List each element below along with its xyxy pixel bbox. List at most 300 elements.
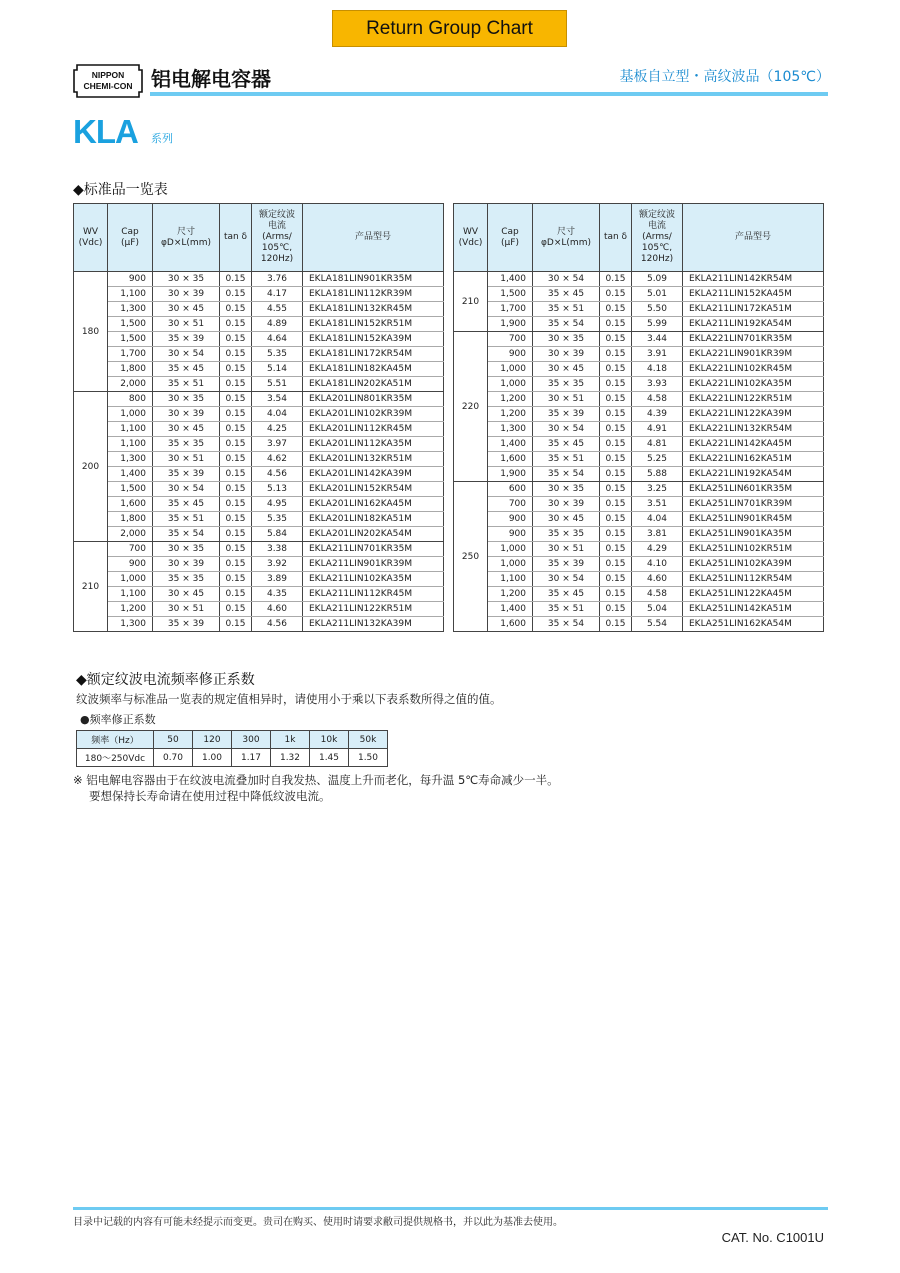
size-cell: 35 × 45 bbox=[533, 437, 600, 452]
cap-cell: 1,300 bbox=[108, 302, 153, 317]
table-row bbox=[454, 572, 824, 587]
tan-cell: 0.15 bbox=[220, 557, 252, 572]
spec-table-right bbox=[453, 203, 824, 632]
table-row bbox=[454, 362, 824, 377]
table-row bbox=[454, 302, 824, 317]
cap-cell: 1,800 bbox=[108, 362, 153, 377]
cap-cell: 700 bbox=[488, 497, 533, 512]
cap-cell: 1,300 bbox=[108, 452, 153, 467]
header-rule bbox=[150, 92, 828, 96]
ripple-cell: 5.04 bbox=[632, 602, 683, 617]
ripple-cell: 3.92 bbox=[252, 557, 303, 572]
part-number-cell: EKLA181LIN152KR51M bbox=[303, 317, 444, 332]
ripple-cell: 4.56 bbox=[252, 617, 303, 632]
wv-cell: 210 bbox=[74, 542, 108, 632]
catalog-number: CAT. No. C1001U bbox=[721, 1230, 824, 1245]
cap-cell: 1,100 bbox=[108, 437, 153, 452]
part-number-cell: EKLA221LIN132KR54M bbox=[683, 422, 824, 437]
cap-cell: 1,500 bbox=[108, 482, 153, 497]
header-cap: Cap (μF) bbox=[488, 204, 533, 272]
freq-header: 120 bbox=[193, 731, 232, 749]
table-row bbox=[454, 527, 824, 542]
table-row bbox=[74, 542, 444, 557]
tan-cell: 0.15 bbox=[220, 437, 252, 452]
ripple-cell: 4.55 bbox=[252, 302, 303, 317]
table-row bbox=[454, 287, 824, 302]
freq-row-label: 180〜250Vdc bbox=[77, 749, 154, 767]
table-row bbox=[74, 437, 444, 452]
cap-cell: 1,600 bbox=[488, 617, 533, 632]
cap-cell: 1,200 bbox=[488, 407, 533, 422]
size-cell: 35 × 35 bbox=[153, 437, 220, 452]
cap-cell: 1,400 bbox=[488, 602, 533, 617]
part-number-cell: EKLA201LIN182KA51M bbox=[303, 512, 444, 527]
table-row bbox=[74, 587, 444, 602]
size-cell: 30 × 45 bbox=[533, 362, 600, 377]
cap-cell: 1,500 bbox=[108, 317, 153, 332]
part-number-cell: EKLA181LIN182KA45M bbox=[303, 362, 444, 377]
cap-cell: 1,500 bbox=[488, 287, 533, 302]
tan-cell: 0.15 bbox=[220, 587, 252, 602]
wv-cell: 180 bbox=[74, 272, 108, 392]
ripple-cell: 3.97 bbox=[252, 437, 303, 452]
part-number-cell: EKLA221LIN142KA45M bbox=[683, 437, 824, 452]
header-tan: tan δ bbox=[600, 204, 632, 272]
table-row bbox=[74, 467, 444, 482]
tan-cell: 0.15 bbox=[220, 287, 252, 302]
cap-cell: 1,300 bbox=[108, 617, 153, 632]
part-number-cell: EKLA201LIN102KR39M bbox=[303, 407, 444, 422]
cap-cell: 1,400 bbox=[488, 437, 533, 452]
part-number-cell: EKLA181LIN112KR39M bbox=[303, 287, 444, 302]
tan-cell: 0.15 bbox=[220, 572, 252, 587]
section-title-frequency: ◆额定纹波电流频率修正系数 bbox=[76, 672, 255, 688]
table-row bbox=[74, 452, 444, 467]
table-row bbox=[74, 362, 444, 377]
header-wv: WV (Vdc) bbox=[74, 204, 108, 272]
size-cell: 35 × 51 bbox=[153, 512, 220, 527]
part-number-cell: EKLA201LIN132KR51M bbox=[303, 452, 444, 467]
table-row bbox=[454, 482, 824, 497]
size-cell: 35 × 51 bbox=[533, 602, 600, 617]
part-number-cell: EKLA251LIN142KA51M bbox=[683, 602, 824, 617]
cap-cell: 1,800 bbox=[108, 512, 153, 527]
cap-cell: 1,200 bbox=[488, 392, 533, 407]
ripple-cell: 3.76 bbox=[252, 272, 303, 287]
size-cell: 35 × 39 bbox=[153, 467, 220, 482]
part-number-cell: EKLA201LIN112KR45M bbox=[303, 422, 444, 437]
table-row bbox=[454, 557, 824, 572]
cap-cell: 1,300 bbox=[488, 422, 533, 437]
table-row bbox=[74, 392, 444, 407]
ripple-cell: 5.25 bbox=[632, 452, 683, 467]
part-number-cell: EKLA181LIN132KR45M bbox=[303, 302, 444, 317]
part-number-cell: EKLA181LIN152KA39M bbox=[303, 332, 444, 347]
ripple-cell: 4.64 bbox=[252, 332, 303, 347]
size-cell: 35 × 45 bbox=[533, 587, 600, 602]
header-part-number: 产品型号 bbox=[303, 204, 444, 272]
ripple-cell: 4.04 bbox=[252, 407, 303, 422]
table-row bbox=[454, 587, 824, 602]
part-number-cell: EKLA221LIN122KR51M bbox=[683, 392, 824, 407]
ripple-cell: 4.17 bbox=[252, 287, 303, 302]
header-wv: WV (Vdc) bbox=[454, 204, 488, 272]
footer-rule bbox=[73, 1207, 828, 1210]
cap-cell: 1,000 bbox=[108, 407, 153, 422]
tan-cell: 0.15 bbox=[600, 452, 632, 467]
part-number-cell: EKLA201LIN142KA39M bbox=[303, 467, 444, 482]
size-cell: 30 × 45 bbox=[153, 587, 220, 602]
ripple-cell: 5.88 bbox=[632, 467, 683, 482]
table-row bbox=[74, 332, 444, 347]
cap-cell: 1,100 bbox=[108, 422, 153, 437]
tan-cell: 0.15 bbox=[220, 392, 252, 407]
cap-cell: 1,600 bbox=[488, 452, 533, 467]
ripple-cell: 5.13 bbox=[252, 482, 303, 497]
part-number-cell: EKLA211LIN701KR35M bbox=[303, 542, 444, 557]
size-cell: 35 × 35 bbox=[153, 572, 220, 587]
cap-cell: 1,100 bbox=[108, 287, 153, 302]
table-row bbox=[454, 407, 824, 422]
ripple-cell: 3.54 bbox=[252, 392, 303, 407]
ripple-cell: 4.58 bbox=[632, 587, 683, 602]
tan-cell: 0.15 bbox=[600, 617, 632, 632]
tan-cell: 0.15 bbox=[600, 287, 632, 302]
ripple-cell: 4.58 bbox=[632, 392, 683, 407]
size-cell: 30 × 45 bbox=[533, 512, 600, 527]
tan-cell: 0.15 bbox=[600, 542, 632, 557]
table-row bbox=[454, 377, 824, 392]
size-cell: 30 × 54 bbox=[533, 272, 600, 287]
cap-cell: 1,000 bbox=[488, 362, 533, 377]
cap-cell: 1,200 bbox=[108, 602, 153, 617]
size-cell: 30 × 39 bbox=[153, 407, 220, 422]
nippon-chemi-con-logo bbox=[73, 64, 143, 98]
tan-cell: 0.15 bbox=[220, 377, 252, 392]
cap-cell: 600 bbox=[488, 482, 533, 497]
size-cell: 30 × 39 bbox=[533, 347, 600, 362]
tan-cell: 0.15 bbox=[600, 362, 632, 377]
cap-cell: 900 bbox=[108, 557, 153, 572]
cap-cell: 1,000 bbox=[108, 572, 153, 587]
header-ripple: 额定纹波 电流 (Arms/ 105℃, 120Hz) bbox=[252, 204, 303, 272]
table-row bbox=[454, 422, 824, 437]
part-number-cell: EKLA201LIN112KA35M bbox=[303, 437, 444, 452]
size-cell: 35 × 54 bbox=[533, 617, 600, 632]
size-cell: 30 × 35 bbox=[153, 392, 220, 407]
part-number-cell: EKLA211LIN122KR51M bbox=[303, 602, 444, 617]
ripple-cell: 4.81 bbox=[632, 437, 683, 452]
ripple-cell: 5.54 bbox=[632, 617, 683, 632]
part-number-cell: EKLA211LIN142KR54M bbox=[683, 272, 824, 287]
cap-cell: 1,500 bbox=[108, 332, 153, 347]
table-row bbox=[74, 617, 444, 632]
cap-cell: 900 bbox=[108, 272, 153, 287]
size-cell: 30 × 51 bbox=[153, 452, 220, 467]
table-row bbox=[74, 512, 444, 527]
tan-cell: 0.15 bbox=[600, 347, 632, 362]
table-row bbox=[454, 617, 824, 632]
ripple-cell: 5.09 bbox=[632, 272, 683, 287]
freq-header-label: 频率（Hz） bbox=[77, 731, 154, 749]
ripple-cell: 4.60 bbox=[632, 572, 683, 587]
table-row bbox=[454, 452, 824, 467]
cap-cell: 1,400 bbox=[488, 272, 533, 287]
size-cell: 35 × 45 bbox=[153, 362, 220, 377]
tan-cell: 0.15 bbox=[220, 512, 252, 527]
part-number-cell: EKLA181LIN202KA51M bbox=[303, 377, 444, 392]
life-note-line2: 要想保持长寿命请在使用过程中降低纹波电流。 bbox=[89, 789, 331, 803]
tan-cell: 0.15 bbox=[220, 452, 252, 467]
size-cell: 35 × 45 bbox=[153, 497, 220, 512]
part-number-cell: EKLA211LIN102KA35M bbox=[303, 572, 444, 587]
size-cell: 35 × 51 bbox=[533, 452, 600, 467]
part-number-cell: EKLA201LIN152KR54M bbox=[303, 482, 444, 497]
tan-cell: 0.15 bbox=[220, 302, 252, 317]
part-number-cell: EKLA251LIN701KR39M bbox=[683, 497, 824, 512]
freq-header: 1k bbox=[271, 731, 310, 749]
cap-cell: 1,000 bbox=[488, 557, 533, 572]
logo-line2: CHEMI-CON bbox=[83, 81, 133, 91]
freq-value: 1.00 bbox=[193, 749, 232, 767]
cap-cell: 1,700 bbox=[108, 347, 153, 362]
part-number-cell: EKLA181LIN172KR54M bbox=[303, 347, 444, 362]
tan-cell: 0.15 bbox=[600, 407, 632, 422]
part-number-cell: EKLA211LIN132KA39M bbox=[303, 617, 444, 632]
frequency-correction-table bbox=[76, 730, 388, 767]
part-number-cell: EKLA201LIN162KA45M bbox=[303, 497, 444, 512]
size-cell: 30 × 54 bbox=[153, 347, 220, 362]
part-number-cell: EKLA251LIN901KR45M bbox=[683, 512, 824, 527]
footer-disclaimer: 目录中记载的内容有可能未经提示而变更。贵司在购买、使用时请要求敝司提供规格书，并以此为基准去使用。 bbox=[73, 1217, 563, 1228]
wv-cell: 210 bbox=[454, 272, 488, 332]
size-cell: 35 × 39 bbox=[533, 407, 600, 422]
ripple-cell: 3.25 bbox=[632, 482, 683, 497]
ripple-cell: 4.56 bbox=[252, 467, 303, 482]
table-row bbox=[454, 497, 824, 512]
ripple-cell: 3.81 bbox=[632, 527, 683, 542]
size-cell: 35 × 35 bbox=[533, 527, 600, 542]
cap-cell: 2,000 bbox=[108, 527, 153, 542]
part-number-cell: EKLA251LIN901KA35M bbox=[683, 527, 824, 542]
tan-cell: 0.15 bbox=[220, 467, 252, 482]
freq-value: 0.70 bbox=[154, 749, 193, 767]
cap-cell: 1,600 bbox=[108, 497, 153, 512]
freq-header: 300 bbox=[232, 731, 271, 749]
cap-cell: 900 bbox=[488, 512, 533, 527]
cap-cell: 2,000 bbox=[108, 377, 153, 392]
cap-cell: 1,700 bbox=[488, 302, 533, 317]
table-row bbox=[74, 272, 444, 287]
table-row bbox=[454, 437, 824, 452]
cap-cell: 1,900 bbox=[488, 317, 533, 332]
ripple-cell: 4.91 bbox=[632, 422, 683, 437]
size-cell: 35 × 51 bbox=[533, 302, 600, 317]
part-number-cell: EKLA211LIN901KR39M bbox=[303, 557, 444, 572]
document-title: 铝电解电容器 bbox=[151, 67, 271, 91]
cap-cell: 800 bbox=[108, 392, 153, 407]
cap-cell: 1,200 bbox=[488, 587, 533, 602]
header-part-number: 产品型号 bbox=[683, 204, 824, 272]
document-subtitle: 基板自立型・高纹波品（105℃） bbox=[619, 69, 830, 85]
table-row bbox=[454, 392, 824, 407]
ripple-cell: 4.39 bbox=[632, 407, 683, 422]
tan-cell: 0.15 bbox=[220, 332, 252, 347]
ripple-cell: 4.95 bbox=[252, 497, 303, 512]
size-cell: 30 × 51 bbox=[153, 602, 220, 617]
tan-cell: 0.15 bbox=[600, 377, 632, 392]
size-cell: 35 × 54 bbox=[533, 467, 600, 482]
tan-cell: 0.15 bbox=[220, 527, 252, 542]
tan-cell: 0.15 bbox=[220, 362, 252, 377]
ripple-cell: 5.51 bbox=[252, 377, 303, 392]
table-row bbox=[74, 602, 444, 617]
freq-value: 1.17 bbox=[232, 749, 271, 767]
table-row bbox=[74, 557, 444, 572]
size-cell: 30 × 54 bbox=[533, 422, 600, 437]
frequency-description: 纹波频率与标准品一览表的规定值相异时，请使用小于乘以下表系数所得之值的值。 bbox=[76, 692, 502, 706]
ripple-cell: 5.84 bbox=[252, 527, 303, 542]
part-number-cell: EKLA251LIN112KR54M bbox=[683, 572, 824, 587]
part-number-cell: EKLA221LIN701KR35M bbox=[683, 332, 824, 347]
header-tan: tan δ bbox=[220, 204, 252, 272]
part-number-cell: EKLA211LIN172KA51M bbox=[683, 302, 824, 317]
table-row bbox=[74, 287, 444, 302]
size-cell: 30 × 35 bbox=[533, 332, 600, 347]
size-cell: 30 × 35 bbox=[153, 272, 220, 287]
ripple-cell: 4.89 bbox=[252, 317, 303, 332]
tan-cell: 0.15 bbox=[600, 467, 632, 482]
table-row bbox=[454, 347, 824, 362]
table-row bbox=[74, 407, 444, 422]
table-row bbox=[74, 317, 444, 332]
table-row bbox=[454, 332, 824, 347]
tan-cell: 0.15 bbox=[600, 437, 632, 452]
tan-cell: 0.15 bbox=[220, 482, 252, 497]
tan-cell: 0.15 bbox=[600, 482, 632, 497]
section-title-standard-list: ◆标准品一览表 bbox=[73, 182, 168, 198]
table-row bbox=[454, 512, 824, 527]
table-row bbox=[74, 497, 444, 512]
tan-cell: 0.15 bbox=[600, 302, 632, 317]
part-number-cell: EKLA251LIN122KA45M bbox=[683, 587, 824, 602]
freq-header: 50k bbox=[349, 731, 388, 749]
size-cell: 35 × 54 bbox=[153, 527, 220, 542]
ripple-cell: 4.35 bbox=[252, 587, 303, 602]
ripple-cell: 5.35 bbox=[252, 512, 303, 527]
wv-cell: 250 bbox=[454, 482, 488, 632]
return-group-chart-button[interactable]: Return Group Chart bbox=[332, 10, 567, 47]
part-number-cell: EKLA251LIN601KR35M bbox=[683, 482, 824, 497]
table-row bbox=[74, 527, 444, 542]
ripple-cell: 4.04 bbox=[632, 512, 683, 527]
part-number-cell: EKLA251LIN162KA54M bbox=[683, 617, 824, 632]
ripple-cell: 3.89 bbox=[252, 572, 303, 587]
size-cell: 30 × 51 bbox=[153, 317, 220, 332]
size-cell: 30 × 45 bbox=[153, 422, 220, 437]
size-cell: 30 × 51 bbox=[533, 542, 600, 557]
ripple-cell: 4.62 bbox=[252, 452, 303, 467]
ripple-cell: 5.14 bbox=[252, 362, 303, 377]
freq-value: 1.50 bbox=[349, 749, 388, 767]
table-row bbox=[454, 542, 824, 557]
ripple-cell: 4.10 bbox=[632, 557, 683, 572]
cap-cell: 700 bbox=[108, 542, 153, 557]
table-row bbox=[74, 377, 444, 392]
header-size: 尺寸 φD×L(mm) bbox=[533, 204, 600, 272]
part-number-cell: EKLA221LIN901KR39M bbox=[683, 347, 824, 362]
table-row bbox=[74, 482, 444, 497]
size-cell: 30 × 54 bbox=[533, 572, 600, 587]
ripple-cell: 5.99 bbox=[632, 317, 683, 332]
tan-cell: 0.15 bbox=[220, 407, 252, 422]
cap-cell: 1,000 bbox=[488, 542, 533, 557]
cap-cell: 900 bbox=[488, 527, 533, 542]
tan-cell: 0.15 bbox=[600, 317, 632, 332]
ripple-cell: 3.93 bbox=[632, 377, 683, 392]
freq-value: 1.32 bbox=[271, 749, 310, 767]
size-cell: 30 × 45 bbox=[153, 302, 220, 317]
tan-cell: 0.15 bbox=[600, 602, 632, 617]
part-number-cell: EKLA201LIN202KA54M bbox=[303, 527, 444, 542]
ripple-cell: 4.29 bbox=[632, 542, 683, 557]
part-number-cell: EKLA251LIN102KR51M bbox=[683, 542, 824, 557]
table-row bbox=[74, 347, 444, 362]
ripple-cell: 3.38 bbox=[252, 542, 303, 557]
size-cell: 30 × 35 bbox=[153, 542, 220, 557]
size-cell: 35 × 54 bbox=[533, 317, 600, 332]
tan-cell: 0.15 bbox=[600, 422, 632, 437]
life-note-line1: ※ 铝电解电容器由于在纹波电流叠加时自我发热、温度上升而老化，每升温 5℃寿命减少一半。 bbox=[73, 773, 559, 787]
series-name: KLA bbox=[73, 113, 138, 150]
part-number-cell: EKLA251LIN102KA39M bbox=[683, 557, 824, 572]
header-size: 尺寸 φD×L(mm) bbox=[153, 204, 220, 272]
tan-cell: 0.15 bbox=[600, 527, 632, 542]
table-row bbox=[454, 272, 824, 287]
tan-cell: 0.15 bbox=[600, 497, 632, 512]
cap-cell: 700 bbox=[488, 332, 533, 347]
cap-cell: 900 bbox=[488, 347, 533, 362]
size-cell: 35 × 45 bbox=[533, 287, 600, 302]
size-cell: 30 × 39 bbox=[153, 287, 220, 302]
cap-cell: 1,400 bbox=[108, 467, 153, 482]
size-cell: 30 × 35 bbox=[533, 482, 600, 497]
part-number-cell: EKLA211LIN192KA54M bbox=[683, 317, 824, 332]
part-number-cell: EKLA211LIN152KA45M bbox=[683, 287, 824, 302]
tan-cell: 0.15 bbox=[600, 512, 632, 527]
part-number-cell: EKLA221LIN192KA54M bbox=[683, 467, 824, 482]
frequency-subtitle: ●频率修正系数 bbox=[80, 713, 156, 726]
part-number-cell: EKLA201LIN801KR35M bbox=[303, 392, 444, 407]
tan-cell: 0.15 bbox=[220, 497, 252, 512]
header-cap: Cap (μF) bbox=[108, 204, 153, 272]
tan-cell: 0.15 bbox=[600, 572, 632, 587]
part-number-cell: EKLA221LIN122KA39M bbox=[683, 407, 824, 422]
part-number-cell: EKLA221LIN102KA35M bbox=[683, 377, 824, 392]
logo-line1: NIPPON bbox=[91, 70, 125, 80]
freq-header: 50 bbox=[154, 731, 193, 749]
size-cell: 35 × 35 bbox=[533, 377, 600, 392]
tan-cell: 0.15 bbox=[220, 347, 252, 362]
cap-cell: 1,100 bbox=[108, 587, 153, 602]
freq-value: 1.45 bbox=[310, 749, 349, 767]
tan-cell: 0.15 bbox=[600, 587, 632, 602]
freq-header: 10k bbox=[310, 731, 349, 749]
size-cell: 30 × 54 bbox=[153, 482, 220, 497]
tan-cell: 0.15 bbox=[220, 317, 252, 332]
wv-cell: 200 bbox=[74, 392, 108, 542]
ripple-cell: 4.25 bbox=[252, 422, 303, 437]
